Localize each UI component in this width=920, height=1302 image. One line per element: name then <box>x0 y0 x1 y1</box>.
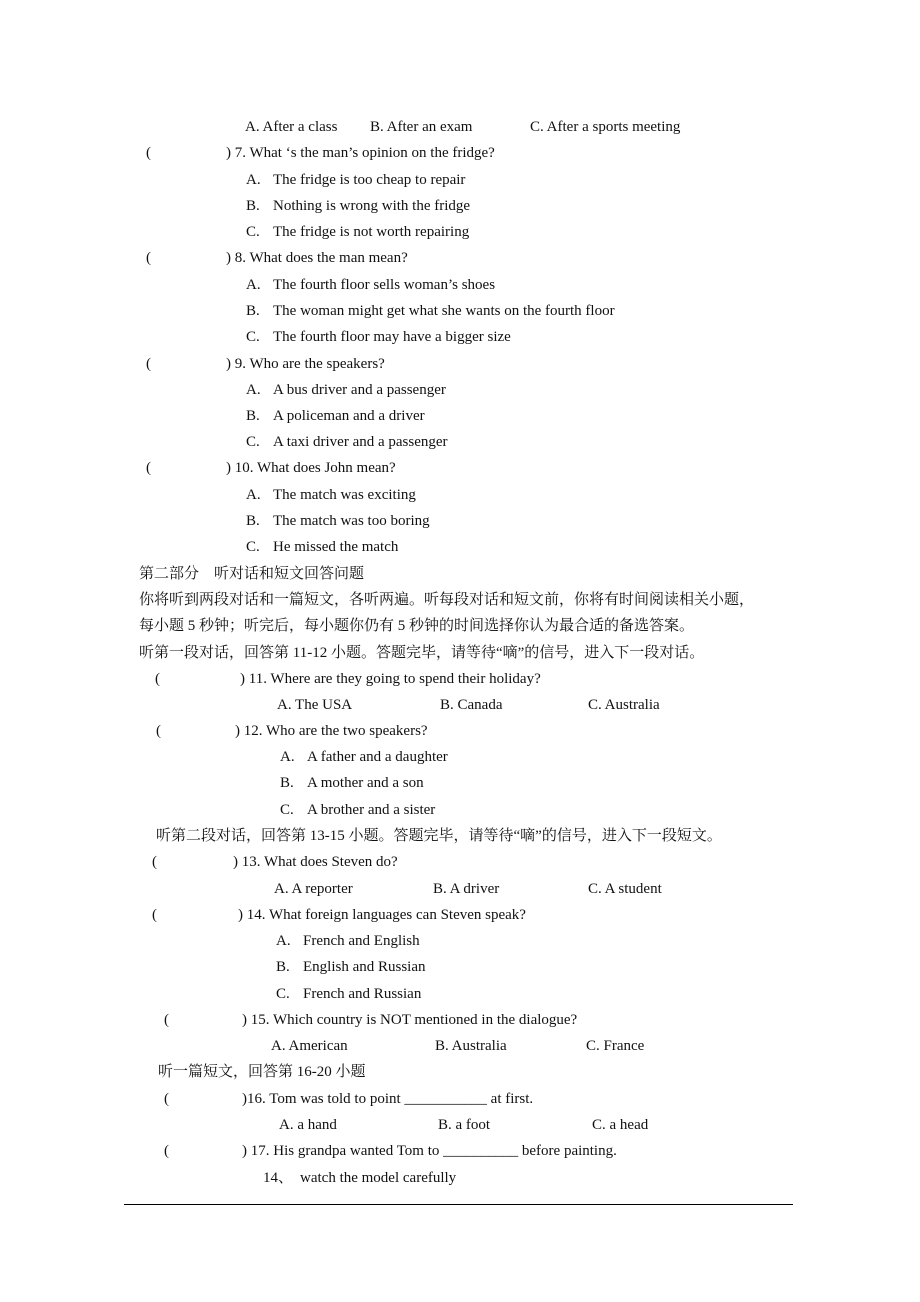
text-line: Nothing is wrong with the fridge <box>273 198 471 214</box>
text-line: C. <box>246 329 260 345</box>
text-line: ( <box>155 671 160 687</box>
text-line: ) 11. Where are they going to spend their holiday? <box>240 671 541 687</box>
footer-rule <box>124 1204 793 1205</box>
text-line: The match was too boring <box>273 513 430 529</box>
text-line: A. A reporter <box>274 881 353 897</box>
text-line: A. <box>246 172 261 188</box>
text-line: ) 8. What does the man mean? <box>226 250 408 266</box>
text-line: C. <box>276 986 290 1002</box>
text-line: B. After an exam <box>370 119 473 135</box>
text-line: ( <box>146 356 151 372</box>
text-line: The fridge is too cheap to repair <box>273 172 466 188</box>
text-line: The fourth floor may have a bigger size <box>273 329 511 345</box>
text-line: ( <box>164 1012 169 1028</box>
text-line: ) 7. What ‘s the man’s opinion on the fridge? <box>226 145 495 161</box>
text-line: ) 14. What foreign languages can Steven speak? <box>238 907 526 923</box>
text-line: C. <box>246 539 260 555</box>
text-line: ) 9. Who are the speakers? <box>226 356 385 372</box>
text-line: C. <box>246 224 260 240</box>
text-line: 听一篇短文，回答第 16-20 小题 <box>158 1064 366 1080</box>
text-line: C. Australia <box>588 697 660 713</box>
text-line: A mother and a son <box>307 775 424 791</box>
text-line: A policeman and a driver <box>273 408 425 424</box>
text-line: The fridge is not worth repairing <box>273 224 470 240</box>
text-line: A father and a daughter <box>307 749 448 765</box>
text-line: The fourth floor sells woman’s shoes <box>273 277 496 293</box>
text-line: B. A driver <box>433 881 500 897</box>
text-line: B. <box>246 513 260 529</box>
text-line: A. After a class <box>245 119 338 135</box>
text-line: ( <box>164 1091 169 1107</box>
text-line: 每小题 5 秒钟；听完后，每小题你仍有 5 秒钟的时间选择你认为最合适的备选答案。 <box>139 618 695 634</box>
text-line: French and Russian <box>303 986 422 1002</box>
text-line: C. France <box>586 1038 645 1054</box>
text-line: B. <box>280 775 294 791</box>
text-line: ) 15. Which country is NOT mentioned in the dialogue? <box>242 1012 578 1028</box>
text-line: A. <box>280 749 295 765</box>
text-line: C. After a sports meeting <box>530 119 681 135</box>
text-line: He missed the match <box>273 539 399 555</box>
text-line: ) 12. Who are the two speakers? <box>235 723 428 739</box>
text-line: ( <box>146 145 151 161</box>
text-line: watch the model carefully <box>300 1170 457 1186</box>
text-line: C. a head <box>592 1117 649 1133</box>
text-line: A. a hand <box>279 1117 337 1133</box>
text-line: ) 10. What does John mean? <box>226 460 396 476</box>
text-line: B. <box>246 198 260 214</box>
text-line: ( <box>146 460 151 476</box>
text-line: ( <box>164 1143 169 1159</box>
text-line: A taxi driver and a passenger <box>273 434 448 450</box>
text-line: B. a foot <box>438 1117 491 1133</box>
text-line: C. <box>246 434 260 450</box>
text-line: )16. Tom was told to point ___________ at first. <box>242 1091 534 1107</box>
text-line: 听第一段对话，回答第 11-12 小题。答题完毕，请等待“嘀”的信号，进入下一段对话。 <box>139 645 705 661</box>
text-line: ) 13. What does Steven do? <box>233 854 398 870</box>
text-line: C. A student <box>588 881 662 897</box>
text-line: 听第二段对话，回答第 13-15 小题。答题完毕，请等待“嘀”的信号，进入下一段短文。 <box>156 828 722 844</box>
text-line: French and English <box>303 933 420 949</box>
text-line: A. <box>246 277 261 293</box>
text-line: A. <box>276 933 291 949</box>
text-line: ) 17. His grandpa wanted Tom to __________ before painting. <box>242 1143 617 1159</box>
text-line: The match was exciting <box>273 487 416 503</box>
text-line: ( <box>156 723 161 739</box>
text-line: The woman might get what she wants on the fourth floor <box>273 303 615 319</box>
text-line: 14、 <box>263 1170 294 1186</box>
text-line: B. <box>246 408 260 424</box>
text-line: B. <box>276 959 290 975</box>
text-line: A bus driver and a passenger <box>273 382 446 398</box>
text-line: English and Russian <box>303 959 426 975</box>
text-line: ( <box>152 854 157 870</box>
text-line: C. <box>280 802 294 818</box>
text-line: ( <box>146 250 151 266</box>
text-line: 你将听到两段对话和一篇短文，各听两遍。听每段对话和短文前，你将有时间阅读相关小题， <box>139 592 755 608</box>
text-line: A. The USA <box>277 697 353 713</box>
text-line: A brother and a sister <box>307 802 436 818</box>
text-line: B. <box>246 303 260 319</box>
text-line: 第二部分 听对话和短文回答问题 <box>139 566 365 582</box>
text-line: A. <box>246 382 261 398</box>
text-line: A. <box>246 487 261 503</box>
text-line: B. Canada <box>440 697 503 713</box>
text-line: ( <box>152 907 157 923</box>
text-line: A. American <box>271 1038 348 1054</box>
text-line: B. Australia <box>435 1038 507 1054</box>
